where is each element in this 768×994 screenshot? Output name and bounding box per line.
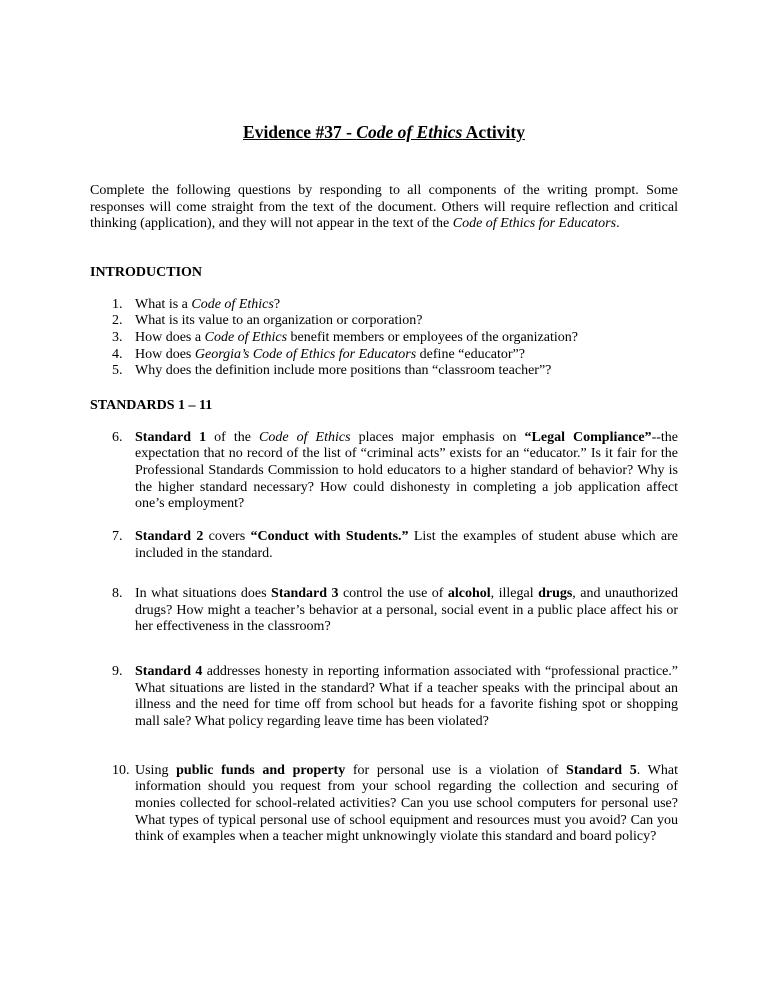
question-item — [90, 313, 678, 330]
text-run: Georgia’s Code of Ethics for Educators — [194, 346, 417, 362]
text-run: Code of Ethics — [204, 329, 288, 345]
text-run: Code of Ethics — [259, 429, 351, 445]
text-run: control the use of — [338, 586, 448, 602]
question-text — [135, 347, 678, 364]
question-item — [90, 297, 678, 314]
text-run: Code of Ethics — [191, 296, 274, 312]
text-run: Activity — [462, 122, 525, 142]
text-run: . — [616, 216, 620, 232]
question-text — [135, 586, 678, 636]
text-run: covers — [203, 528, 251, 544]
text-run: Standard 2 — [135, 528, 204, 544]
text-run: How does a — [135, 329, 205, 345]
text-run: Why does the definition include more positions than “classroom teacher”? — [135, 363, 552, 379]
text-run: List the examples of student abuse which are included in the standard. — [135, 528, 678, 561]
text-run: of the — [206, 429, 259, 445]
text-run: Complete the following questions by responding to all components of the writing prompt. Some responses will come straight from the text of the document. Others will require reflection and critical thinking (application), and they will not appear in the text of the — [90, 183, 678, 232]
intro-paragraph — [90, 183, 678, 233]
question-number: 9. — [112, 664, 123, 680]
text-run: Code of Ethics — [356, 122, 463, 142]
question-number: 5. — [112, 363, 123, 379]
question-item — [90, 330, 678, 347]
question-text — [135, 313, 678, 330]
question-item — [90, 363, 678, 380]
text-run: What is a — [135, 296, 192, 312]
question-item — [90, 763, 678, 846]
question-number: 4. — [112, 346, 123, 362]
question-item — [90, 529, 678, 562]
text-run: --the expectation that no record of the list of “criminal acts” exists for an “educator.” Is it fair for the Professional Standards Commission to hold educators to a higher standard of behavior? Why is the higher standard necessary? How could dishonesty in completing a job application affect one’s employment? — [135, 429, 678, 512]
text-run: alcohol — [447, 586, 491, 602]
text-run: , and unauthorized drugs? How might a teacher’s behavior at a personal, social event in a public place affect his or her effectiveness in the classroom? — [135, 586, 678, 635]
question-number: 2. — [112, 313, 123, 329]
text-run: benefit members or employees of the organization? — [287, 329, 578, 345]
text-run: In what situations does — [135, 586, 272, 602]
text-run: Standard 1 — [135, 429, 207, 445]
text-run: public funds and property — [176, 762, 346, 778]
text-run: ? — [273, 296, 281, 312]
text-run: addresses honesty in reporting information associated with “professional practice.” What situations are listed in the standard? What if a teacher speaks with the principal about an illness and the need for time off from school but heads for a favorite fishing spot or shopping mall sale? What policy regarding leave time has been violated? — [135, 664, 679, 730]
section-heading: STANDARDS 1 – 11 — [90, 397, 213, 413]
question-item — [90, 430, 678, 513]
question-text — [135, 363, 678, 380]
text-run: define “educator”? — [416, 346, 525, 362]
text-run: Code of Ethics for Educators — [452, 216, 617, 232]
question-text — [135, 297, 678, 314]
question-list — [90, 430, 678, 846]
text-run: for personal use is a violation of — [345, 762, 567, 778]
question-text — [135, 763, 678, 846]
question-text — [135, 330, 678, 347]
question-list — [90, 297, 678, 380]
text-run: Standard 4 — [135, 664, 203, 680]
question-number: 10. — [112, 762, 130, 778]
section-heading: INTRODUCTION — [90, 264, 203, 280]
text-run: What is its value to an organization or corporation? — [135, 313, 423, 329]
text-run: Standard 5 — [566, 762, 637, 778]
question-number: 8. — [112, 586, 123, 602]
question-number: 1. — [112, 296, 123, 312]
question-item — [90, 586, 678, 636]
question-text — [135, 430, 678, 513]
document-title — [90, 122, 678, 143]
text-run: “Legal Compliance” — [524, 429, 652, 445]
question-text — [135, 529, 678, 562]
question-item — [90, 347, 678, 364]
question-number: 3. — [112, 329, 123, 345]
text-run: Evidence #37 - — [243, 122, 357, 142]
text-run: places major emphasis on — [350, 429, 525, 445]
text-run: Standard 3 — [271, 586, 339, 602]
text-run: drugs — [538, 586, 573, 602]
text-run: . What information should you request from your school regarding the collection and securing of monies collected for school-related activities? Can you use school computers for personal use? What types of typical personal use of school equipment and resources must you avoid? Can you think of examples when a teacher might unknowingly violate this standard and board policy? — [135, 762, 678, 845]
sections-container — [90, 265, 678, 846]
text-run: How does — [135, 346, 195, 362]
text-run: “Conduct with Students.” — [250, 528, 409, 544]
text-run: Using — [135, 762, 177, 778]
text-run: , illegal — [490, 586, 539, 602]
question-number: 6. — [112, 429, 123, 445]
question-number: 7. — [112, 528, 123, 544]
question-text — [135, 664, 678, 731]
question-item — [90, 664, 678, 731]
